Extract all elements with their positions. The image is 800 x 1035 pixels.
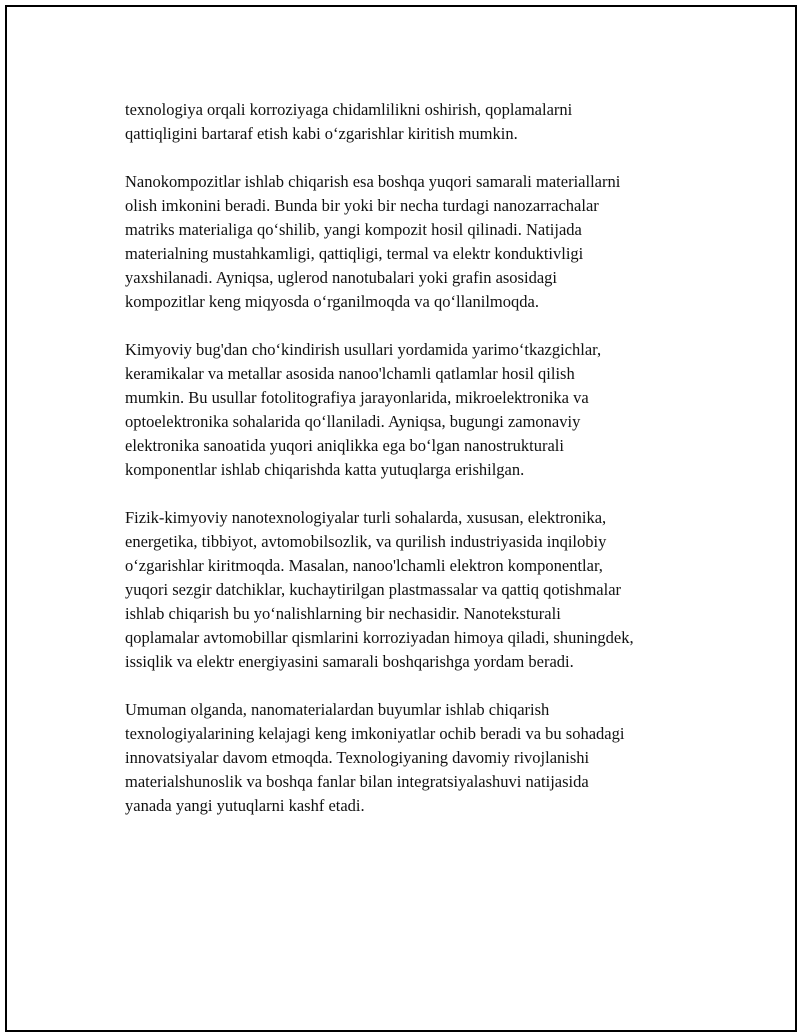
text-line: yanada yangi yutuqlarni kashf etadi. xyxy=(125,796,365,815)
text-line: optoelektronika sohalarida qo‘llaniladi. Ayniqsa, bugungi zamonaviy xyxy=(125,412,581,431)
text-line: kompozitlar keng miqyosda o‘rganilmoqda va qo‘llanilmoqda. xyxy=(125,292,539,311)
text-line: qoplamalar avtomobillar qismlarini korroziyadan himoya qiladi, shuningdek, xyxy=(125,628,634,647)
text-line: elektronika sanoatida yuqori aniqlikka ega bo‘lgan nanostrukturali xyxy=(125,436,564,455)
page-frame xyxy=(5,5,797,1032)
document-body xyxy=(125,98,695,842)
paragraph-2 xyxy=(125,170,695,314)
text-line: mumkin. Bu usullar fotolitografiya jarayonlarida, mikroelektronika va xyxy=(125,388,589,407)
paragraph-4 xyxy=(125,506,695,674)
text-line: Umuman olganda, nanomaterialardan buyumlar ishlab chiqarish xyxy=(125,700,550,719)
paragraph-3 xyxy=(125,338,695,482)
text-line: yaxshilanadi. Ayniqsa, uglerod nanotubalari yoki grafin asosidagi xyxy=(125,268,557,287)
text-line: keramikalar va metallar asosida nanoo'lchamli qatlamlar hosil qilish xyxy=(125,364,575,383)
text-line: energetika, tibbiyot, avtomobilsozlik, va qurilish industriyasida inqilobiy xyxy=(125,532,607,551)
text-line: Nanokompozitlar ishlab chiqarish esa boshqa yuqori samarali materiallarni xyxy=(125,172,621,191)
text-line: ishlab chiqarish bu yo‘nalishlarning bir nechasidir. Nanoteksturali xyxy=(125,604,561,623)
text-line: qattiqligini bartaraf etish kabi o‘zgarishlar kiritish mumkin. xyxy=(125,124,518,143)
text-line: texnologiyalarining kelajagi keng imkoniyatlar ochib beradi va bu sohadagi xyxy=(125,724,625,743)
text-line: yuqori sezgir datchiklar, kuchaytirilgan plastmassalar va qattiq qotishmalar xyxy=(125,580,622,599)
text-line: komponentlar ishlab chiqarishda katta yutuqlarga erishilgan. xyxy=(125,460,525,479)
text-line: matriks materialiga qo‘shilib, yangi kompozit hosil qilinadi. Natijada xyxy=(125,220,582,239)
text-line: issiqlik va elektr energiyasini samarali boshqarishga yordam beradi. xyxy=(125,652,574,671)
text-line: Fizik-kimyoviy nanotexnologiyalar turli sohalarda, xususan, elektronika, xyxy=(125,508,607,527)
text-line: o‘zgarishlar kiritmoqda. Masalan, nanoo'lchamli elektron komponentlar, xyxy=(125,556,603,575)
text-line: olish imkonini beradi. Bunda bir yoki bir necha turdagi nanozarrachalar xyxy=(125,196,599,215)
text-line: materialshunoslik va boshqa fanlar bilan integratsiyalashuvi natijasida xyxy=(125,772,589,791)
text-line: materialning mustahkamligi, qattiqligi, termal va elektr konduktivligi xyxy=(125,244,584,263)
paragraph-5 xyxy=(125,698,695,818)
text-line: innovatsiyalar davom etmoqda. Texnologiyaning davomiy rivojlanishi xyxy=(125,748,590,767)
text-line: texnologiya orqali korroziyaga chidamlilikni oshirish, qoplamalarni xyxy=(125,100,573,119)
paragraph-1 xyxy=(125,98,695,146)
text-line: Kimyoviy bug'dan cho‘kindirish usullari yordamida yarimo‘tkazgichlar, xyxy=(125,340,602,359)
